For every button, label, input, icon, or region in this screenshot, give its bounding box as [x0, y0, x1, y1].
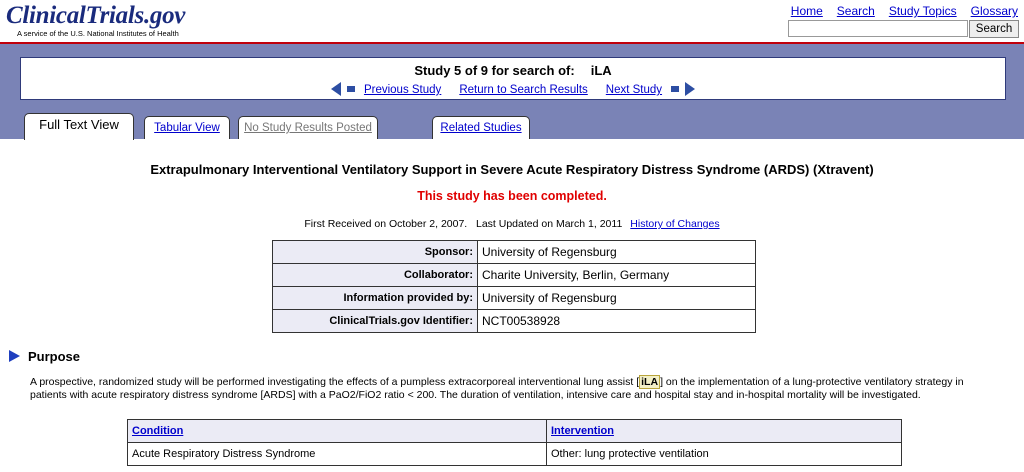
table-row: [273, 264, 756, 287]
previous-study-link[interactable]: Previous Study: [363, 84, 442, 97]
nav-glossary-link[interactable]: Glossary: [970, 4, 1018, 18]
information-provider-value: University of Regensburg: [478, 287, 756, 310]
search-term-highlight: iLA: [641, 376, 659, 388]
tab-full-text-view[interactable]: Full Text View: [24, 113, 134, 140]
intervention-header: [547, 420, 902, 443]
study-dates: [0, 218, 1024, 230]
nav-study-topics-link[interactable]: Study Topics: [888, 4, 957, 18]
nav-search-link[interactable]: Search: [836, 4, 875, 18]
condition-header: [128, 420, 547, 443]
study-navigation-band: [0, 44, 1024, 139]
intervention-header-link[interactable]: Intervention: [551, 425, 614, 437]
purpose-heading-text: Purpose: [28, 349, 81, 364]
previous-arrow-icon[interactable]: [331, 84, 355, 96]
tab-tabular-view[interactable]: Tabular View: [144, 116, 230, 139]
tab-study-results: No Study Results Posted: [238, 116, 378, 139]
study-nav-links: [21, 83, 1005, 97]
identifier-value: NCT00538928: [478, 310, 756, 333]
site-tagline: A service of the U.S. National Institutes of Health: [17, 29, 179, 38]
collaborator-label: Collaborator:: [273, 264, 478, 287]
history-of-changes-link[interactable]: History of Changes: [630, 218, 720, 230]
study-status: This study has been completed.: [417, 189, 607, 203]
purpose-description: [30, 376, 1000, 402]
purpose-text-part: A prospective, randomized study will be performed investigating the effects of a pumpless extracorporeal interventional lung assist [: [30, 376, 640, 388]
study-navigation-box: [20, 57, 1006, 100]
table-header-row: [128, 420, 902, 443]
intervention-cell: Other: lung protective ventilation: [547, 443, 902, 466]
information-provider-label: Information provided by:: [273, 287, 478, 310]
top-navigation: [777, 4, 1018, 18]
purpose-heading[interactable]: [9, 349, 80, 364]
purpose-text-part: ] on the implementation of a lung-protective ventilatory strategy in patients with acute respiratory distress syndrome [ARDS] with a PaO2/FiO2 ratio < 200. The duration of ventilation, intensive care and hospital stay and in-hospital mortality will be investigated.: [30, 376, 964, 401]
return-to-results-link[interactable]: Return to Search Results: [459, 84, 588, 97]
sponsor-info-table: [272, 240, 756, 333]
table-row: [273, 241, 756, 264]
identifier-label: ClinicalTrials.gov Identifier:: [273, 310, 478, 333]
collaborator-value: Charite University, Berlin, Germany: [478, 264, 756, 287]
next-arrow-icon[interactable]: [671, 84, 695, 96]
study-title: Extrapulmonary Interventional Ventilatory Support in Severe Acute Respiratory Distress Syndrome (ARDS) (Xtravent): [150, 162, 874, 177]
search-term: iLA: [590, 63, 612, 78]
table-row: [273, 287, 756, 310]
study-count-text: Study 5 of 9 for search of:: [414, 63, 575, 78]
tab-related-studies[interactable]: Related Studies: [432, 116, 530, 139]
study-count: [21, 63, 1005, 78]
nav-home-link[interactable]: Home: [790, 4, 823, 18]
condition-cell: Acute Respiratory Distress Syndrome: [128, 443, 547, 466]
site-logo[interactable]: ClinicalTrials.gov: [6, 2, 186, 29]
search-input[interactable]: [788, 20, 968, 37]
expand-triangle-icon[interactable]: [9, 350, 20, 362]
table-row: [273, 310, 756, 333]
sponsor-label: Sponsor:: [273, 241, 478, 264]
table-row: [128, 443, 902, 466]
condition-header-link[interactable]: Condition: [132, 425, 184, 437]
received-updated-dates: First Received on October 2, 2007. Last Updated on March 1, 2011: [304, 218, 623, 230]
search-button[interactable]: Search: [969, 20, 1019, 38]
sponsor-value: University of Regensburg: [478, 241, 756, 264]
site-header: [0, 0, 1024, 42]
conditions-table: [127, 419, 902, 466]
next-study-link[interactable]: Next Study: [605, 84, 663, 97]
